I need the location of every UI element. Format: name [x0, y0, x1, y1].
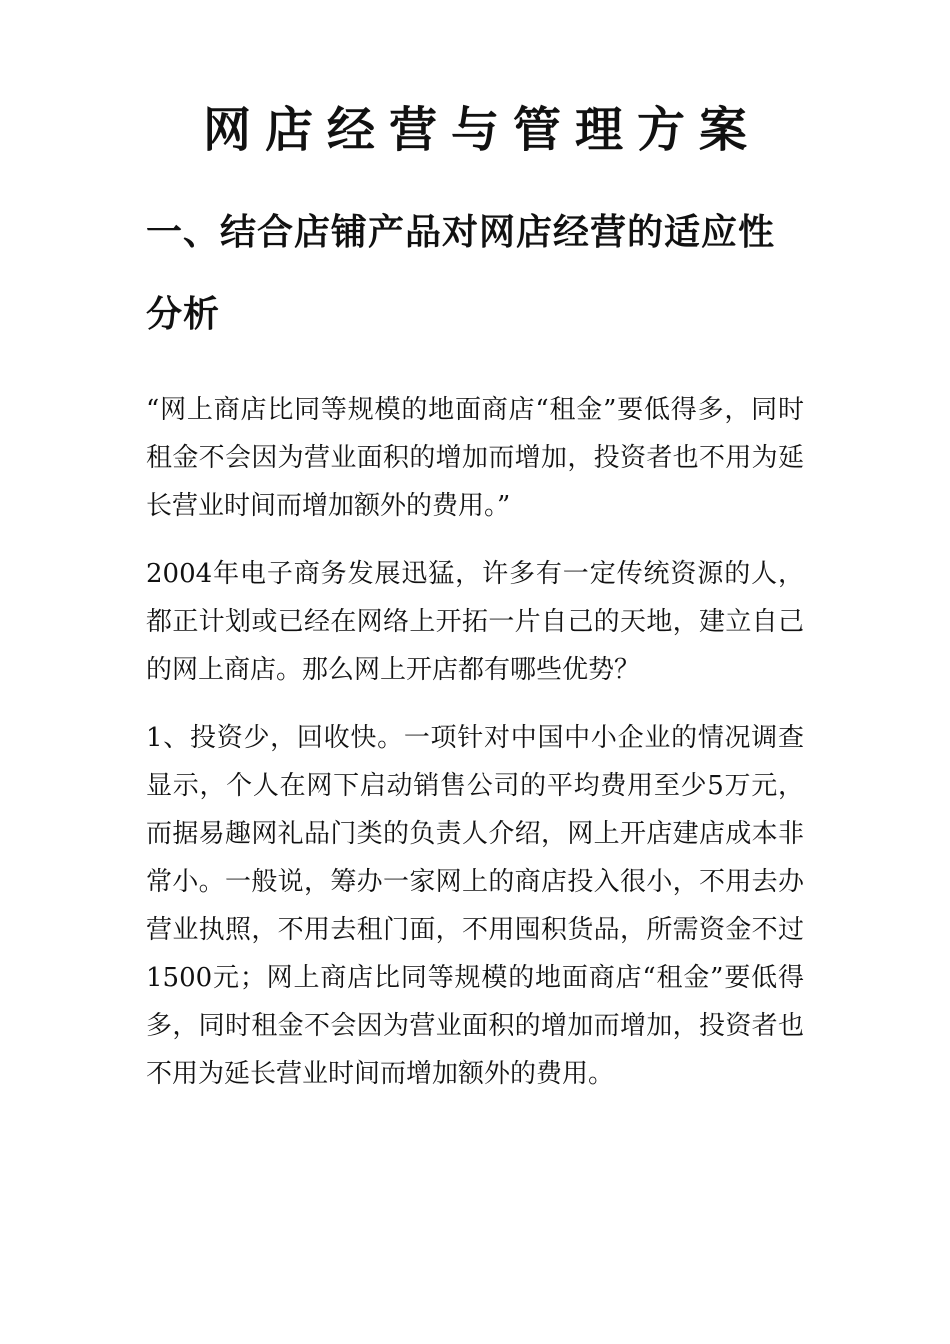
section-heading: 一、结合店铺产品对网店经营的适应性分析 [146, 212, 776, 335]
paragraph-point-1: 1、投资少，回收快。一项针对中国中小企业的情况调查显示，个人在网下启动销售公司的平均费用至少5万元，而据易趣网礼品门类的负责人介绍，网上开店建店成本非常小。一般说，筹办一家网上的商店投入很小，不用去办营业执照，不用去租门面，不用囤积货品，所需资金不过1500元；网上商店比同等规模的地面商店“租金”要低得多，同时租金不会因为营业面积的增加而增加，投资者也不用为延长营业时间而增加额外的费用。 [146, 723, 804, 1089]
paragraph-intro: 2004年电子商务发展迅猛，许多有一定传统资源的人，都正计划或已经在网络上开拓一片自己的天地，建立自己的网上商店。那么网上开店都有哪些优势？ [146, 559, 804, 685]
paragraph-quote: “网上商店比同等规模的地面商店“租金”要低得多，同时租金不会因为营业面积的增加而增加，投资者也不用为延长营业时间而增加额外的费用。” [146, 395, 804, 521]
document-title: 网店经营与管理方案 [202, 102, 761, 158]
